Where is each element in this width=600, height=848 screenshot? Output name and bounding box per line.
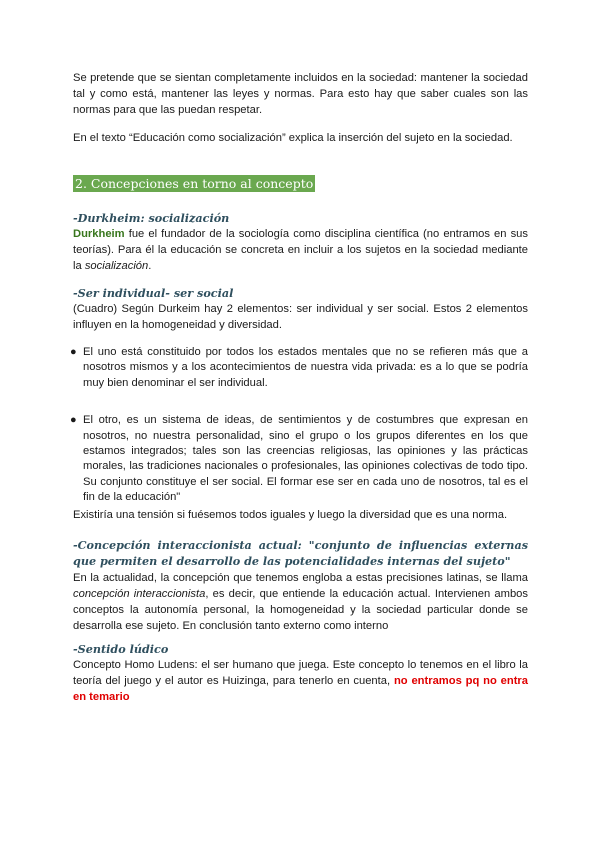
list-item bbox=[70, 413, 528, 505]
section-banner: 2. Concepciones en torno al concepto bbox=[75, 176, 314, 191]
texto-paragraph: En el texto “Educación como socialización” explica la inserción del sujeto en la sociedad. bbox=[73, 132, 513, 144]
durkheim-heading: -Durkheim: socialización bbox=[73, 211, 230, 225]
socializacion-term: socialización bbox=[84, 260, 149, 272]
ser-individual-paragraph: (Cuadro) Según Durkeim hay 2 elementos: ser individual y ser social. Estos 2 elementos influyen en la homogeneidad y diversidad. bbox=[73, 303, 528, 331]
ludico-paragraph bbox=[73, 657, 528, 705]
bullet-text: El otro, es un sistema de ideas, de sentimientos y de costumbres que expresan en nosotros, no nuestra personalidad, sino el grupo o los grupos diferentes en los que estamos integrados; tales son las creencias religiosas, las opiniones y las prácticas morales, las tradiciones nacionales o profesionales, las opiniones colectivas de todo tipo. Su conjunto constituye el ser social. El formar ese ser en cada uno de nosotros, tal es el fin de la educación" bbox=[83, 414, 528, 504]
tension-paragraph: Existiría una tensión si fuésemos todos iguales y luego la diversidad que es una norma. bbox=[73, 509, 508, 521]
bullet-icon: ● bbox=[70, 346, 77, 358]
bullet-text: El uno está constituido por todos los estados mentales que no se refieren más que a nosotros mismos y a los acontecimientos de nuestra vida privada: es a lo que se podría muy bien denominar el ser individual. bbox=[83, 346, 528, 389]
durkheim-text: fue el fundador de la sociología como disciplina científica (no entramos en sus teorías). Para él la educación se concreta en incluir a los sujetos en la sociedad mediante la bbox=[73, 228, 528, 272]
interaccionista-term: concepción interaccionista bbox=[73, 588, 206, 600]
bullet-list bbox=[70, 345, 528, 528]
ser-individual-heading: -Ser individual- ser social bbox=[73, 286, 234, 300]
bullet-icon: ● bbox=[70, 414, 77, 427]
durkheim-text-end: . bbox=[148, 260, 152, 272]
interaccionista-heading: -Concepción interaccionista actual: "conjunto de influencias externas que permiten el desarrollo de las potencialidades internas del sujeto" bbox=[73, 538, 528, 568]
ludico-text: Concepto Homo Ludens: el ser humano que juega. Este concepto lo tenemos en el libro la teoría del juego y el autor es Huizinga, para tenerlo en cuenta, bbox=[73, 659, 528, 687]
ludico-heading: -Sentido lúdico bbox=[73, 642, 169, 656]
interaccionista-text-b: , es decir, que entiende la educación actual. Intervienen ambos conceptos la autonomía personal, la homogeneidad y la sociedad particular donde se desarrolla ese sujeto. En conclusión tanto externo como interno bbox=[73, 588, 528, 632]
durkheim-name: Durkheim bbox=[73, 228, 125, 240]
list-item bbox=[70, 345, 528, 391]
interaccionista-paragraph bbox=[73, 570, 528, 634]
interaccionista-text-a: En la actualidad, la concepción que tenemos engloba a estas precisiones latinas, se llama bbox=[73, 572, 528, 584]
temario-warning: no entramos pq no entra en temario bbox=[73, 675, 528, 703]
durkheim-paragraph bbox=[73, 226, 528, 274]
intro-paragraph: Se pretende que se sientan completamente incluidos en la sociedad: mantener la sociedad tal y como está, mantener las leyes y normas. Para esto hay que saber cuales son las normas para que las puedan respetar. bbox=[73, 72, 528, 116]
